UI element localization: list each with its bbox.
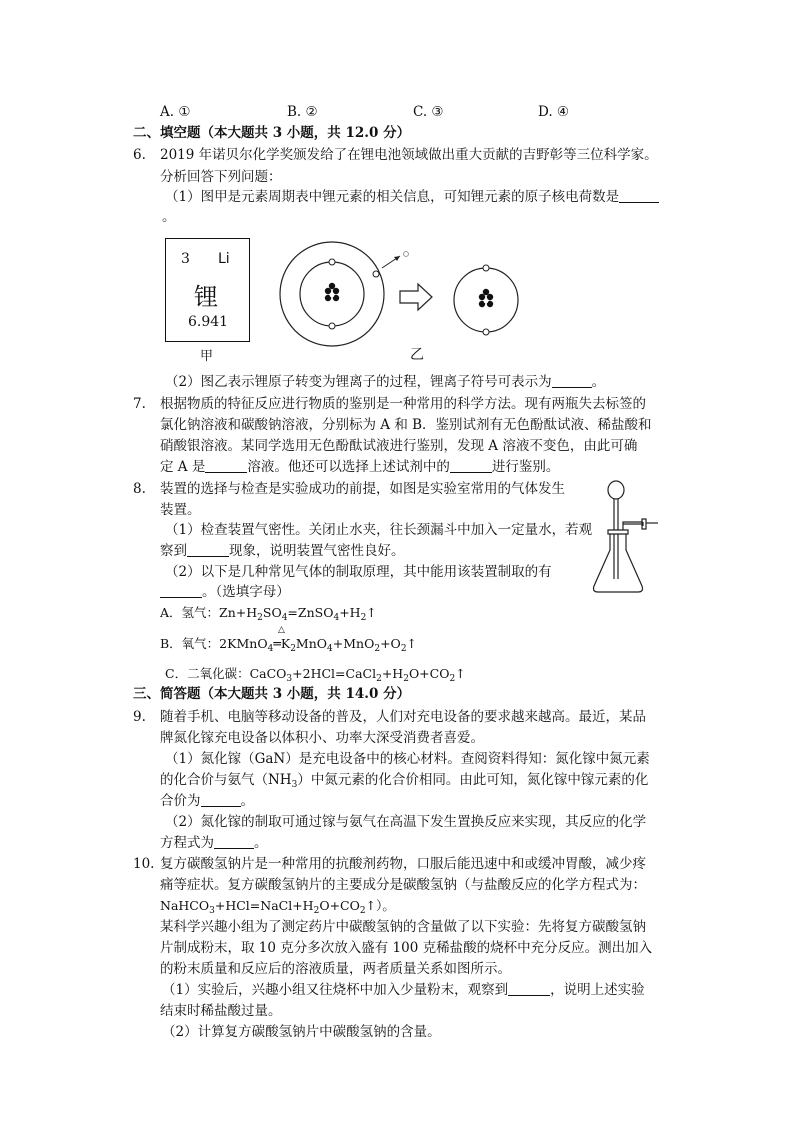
- text: ↑）。: [365, 898, 395, 913]
- option-a: A. ①: [160, 104, 191, 120]
- question-text: [160, 582, 290, 602]
- figure-label-yi: 乙: [410, 347, 424, 363]
- text: +HCl=NaCl+H: [214, 898, 314, 913]
- atomic-mass: 6.941: [188, 314, 229, 330]
- question-text: 根据物质的特征反应进行物质的鉴别是一种常用的科学方法。现有两瓶失去标签的: [160, 396, 646, 412]
- text: O+CO: [319, 898, 360, 913]
- option-b-reaction: B．氧气：$2KMnO_4═K_2MnO_4+MnO_2+O_2↑$: [160, 636, 418, 654]
- text: 溶液。他还可以选择上述试剂中的: [247, 459, 450, 475]
- answer-blank[interactable]: [552, 373, 592, 388]
- question-number: 6.: [133, 147, 146, 163]
- section-title-fill-blank: 二、填空题（本大题共 3 小题，共 12.0 分）: [133, 125, 411, 141]
- question-text: 痛等症状。复方碳酸氢钠片的主要成分是碳酸氢钠（与盐酸反应的化学方程式为：: [160, 877, 646, 893]
- text: ）中氮元素的化合价相同。由此可知，氮化镓中镓元素的化: [297, 772, 649, 788]
- question-text: [160, 833, 268, 853]
- atomic-number: 3: [181, 251, 190, 267]
- answer-blank[interactable]: [201, 792, 241, 807]
- option-d: D. ④: [538, 104, 570, 120]
- nucleus-icon: [479, 289, 493, 307]
- question-text: 分析回答下列问题：: [160, 169, 282, 185]
- question-part: [165, 372, 605, 392]
- question-text: 复方碳酸氢钠片是一种常用的抗酸剂药物，口服后能迅速中和或缓冲胃酸，减少疼: [160, 856, 646, 872]
- question-text: 2019 年诺贝尔化学奖颁发给了在锂电池领域做出重大贡献的吉野彰等三位科学家。: [160, 147, 658, 163]
- atom-to-ion-diagram: [270, 236, 540, 366]
- question-text: [160, 541, 405, 561]
- electron-icon: [373, 271, 379, 277]
- answer-blank[interactable]: [205, 458, 247, 473]
- text: NaHCO: [160, 898, 210, 913]
- element-symbol: Li: [218, 251, 230, 267]
- question-text: 随着手机、电脑等移动设备的普及，人们对充电设备的要求越来越高。最近，某品: [160, 709, 646, 725]
- option-b: B. ②: [287, 104, 318, 120]
- option-a-reaction: A．氢气：$Zn+H_2SO_4=ZnSO_4+H_2↑$: [160, 605, 377, 623]
- nucleus-icon: [325, 283, 339, 301]
- heat-symbol: △: [278, 625, 285, 635]
- question-text: 牌氮化镓充电设备以体积小、功率大深受消费者喜爱。: [160, 730, 484, 746]
- electron-icon: [483, 329, 489, 335]
- question-number: 10.: [133, 856, 155, 872]
- question-number: 7.: [133, 396, 146, 412]
- answer-blank[interactable]: [619, 188, 659, 203]
- section-title-short-answer: 三、简答题（本大题共 3 小题，共 14.0 分）: [133, 686, 411, 702]
- electron-icon: [329, 259, 335, 265]
- question-number: 8.: [133, 481, 146, 497]
- gas-generator-apparatus: [588, 478, 668, 596]
- text: 。: [254, 835, 268, 851]
- question-part: （2）以下是几种常见气体的制取原理，其中能用该装置制取的有: [165, 564, 552, 580]
- text: 合价为: [160, 793, 201, 809]
- question-text: [160, 791, 254, 811]
- text: 定 A 是: [160, 459, 206, 475]
- question-part: [165, 187, 659, 207]
- element-name: 锂: [194, 283, 218, 311]
- answer-blank[interactable]: [214, 834, 254, 849]
- part-text: （1）图甲是元素周期表中锂元素的相关信息，可知锂元素的原子核电荷数是: [165, 189, 620, 205]
- text: ，说明上述实验: [550, 982, 645, 998]
- question-text: [160, 457, 559, 477]
- text: 进行鉴别。: [491, 459, 560, 475]
- text: 察到: [160, 543, 187, 559]
- question-text: 片制成粉末，取 10 克分多次放入盛有 100 克稀盐酸的烧杯中充分反应。测出加入: [160, 940, 653, 956]
- periodic-table-cell: [165, 238, 250, 342]
- answer-blank[interactable]: [450, 458, 492, 473]
- question-part: （1）氮化镓（GaN）是充电设备中的核心材料。查阅资料得知：氮化镓中氮元素: [165, 751, 650, 767]
- text: 方程式为: [160, 835, 214, 851]
- text: 现象，说明装置气密性良好。: [229, 543, 405, 559]
- text: 。: [240, 793, 254, 809]
- question-part-end: 。: [162, 209, 176, 225]
- question-part: （2）氮化镓的制取可通过镓与氨气在高温下发生置换反应来实现，其反应的化学: [165, 814, 647, 830]
- question-text: 装置的选择与检查是实验成功的前提，如图是实验室常用的气体发生: [160, 481, 565, 497]
- question-text: 氯化钠溶液和碳酸钠溶液，分别标为 A 和 B．鉴别试剂有无色酚酞试液、稀盐酸和: [160, 417, 652, 433]
- question-text: 的化合价与氨气$(NH_3)$中氮元素的化合价相同。由此可知，氮化镓中镓元素的化: [160, 772, 649, 790]
- question-text: 结束时稀盐酸过量。: [160, 1003, 282, 1019]
- text: B．氧气：2KMnO: [160, 636, 268, 651]
- question-part: （2）计算复方碳酸氢钠片中碳酸氢钠的含量。: [162, 1024, 441, 1040]
- option-c: C. ③: [413, 104, 444, 120]
- answer-blank[interactable]: [187, 542, 229, 557]
- figure-label-jia: 甲: [200, 349, 214, 364]
- part-text: （2）图乙表示锂原子转变为锂离子的过程，锂离子符号可表示为: [165, 374, 552, 390]
- text: （1）实验后，兴趣小组又往烧杯中加入少量粉末，观察到: [162, 982, 509, 998]
- question-part: （1）检查装置气密性。关闭止水夹，往长颈漏斗中加入一定量水，若观: [165, 522, 593, 538]
- question-text: $NaHCO_3+HCl=NaCl+H_2O+CO_2↑$）。: [160, 898, 395, 916]
- question-number: 9.: [133, 709, 146, 725]
- text: A．氢气：Zn+H: [160, 605, 258, 620]
- question-text: 硝酸银溶液。某同学选用无色酚酞试液进行鉴别，发现 A 溶液不变色，由此可确: [160, 438, 638, 454]
- text: C．二氧化碳：CaCO: [165, 666, 287, 681]
- question-text: 装置。: [160, 502, 201, 518]
- question-part: [162, 980, 645, 1000]
- electron-icon: [483, 265, 489, 271]
- answer-blank[interactable]: [160, 583, 202, 598]
- question-text: 的粉末质量和反应后的溶液质量，两者质量关系如图所示。: [160, 961, 511, 977]
- electron-icon: [329, 323, 335, 329]
- answer-blank[interactable]: [508, 981, 550, 996]
- text: 。（选填字母）: [202, 584, 290, 600]
- question-text: 某科学兴趣小组为了测定药片中碳酸氢钠的含量做了以下实验：先将复方碳酸氢钠: [160, 919, 646, 935]
- text: 的化合价与氨气（NH: [160, 772, 292, 788]
- part-end: 。: [591, 374, 606, 390]
- transform-arrow-icon: [400, 284, 432, 310]
- option-c-reaction: C．二氧化碳：$CaCO_3+2HCl=CaCl_2+H_2O+CO_2↑$: [165, 666, 466, 684]
